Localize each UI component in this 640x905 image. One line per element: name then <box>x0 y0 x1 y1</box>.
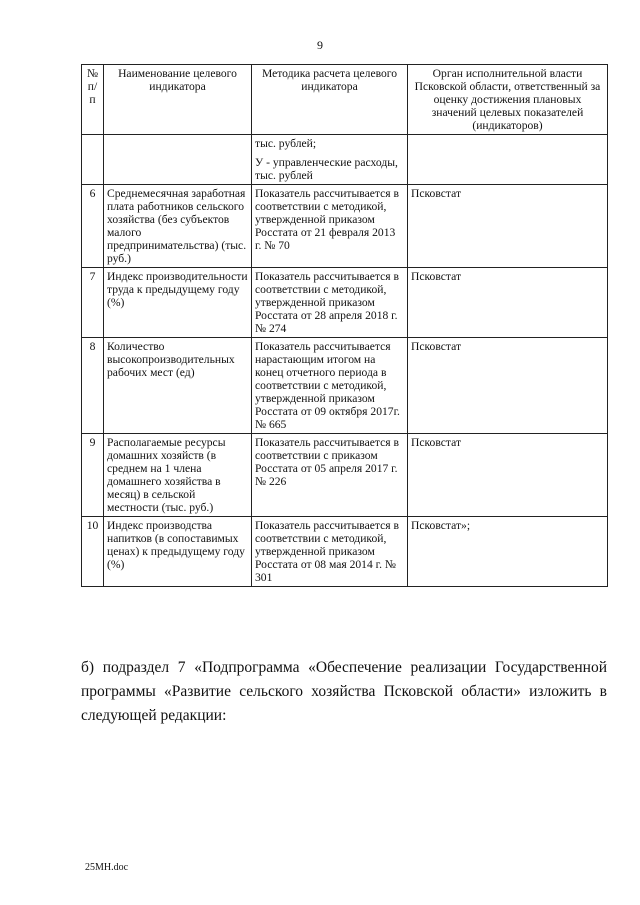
table-row <box>82 338 608 434</box>
cell-org: Псковстат <box>408 268 608 338</box>
header-method: Методика расчета целевого индикатора <box>252 65 408 135</box>
cell-num: 7 <box>82 268 104 338</box>
header-org: Орган исполнительной власти Псковской области, ответственный за оценку достижения плановых значений целевых показателей (индикаторов) <box>408 65 608 135</box>
cell-num: 6 <box>82 185 104 268</box>
footer-filename: 25МН.doc <box>85 862 129 873</box>
table-row <box>82 268 608 338</box>
cell-method: Показатель рассчитывается в соответствии с приказом Росстата от 05 апреля 2017 г. № 226 <box>252 434 408 517</box>
table-row <box>82 517 608 587</box>
method-line: У - управленческие расходы, тыс. рублей <box>255 156 398 182</box>
cell-name: Индекс производительности труда к предыдущему году (%) <box>104 268 252 338</box>
cell-method: Показатель рассчитывается в соответствии с методикой, утвержденной приказом Росстата от 21 февраля 2013 г. № 70 <box>252 185 408 268</box>
cell-org <box>408 135 608 185</box>
header-name: Наименование целевого индикатора <box>104 65 252 135</box>
cell-org: Псковстат <box>408 338 608 434</box>
cell-org: Псковстат <box>408 434 608 517</box>
cell-method: Показатель рассчитывается нарастающим итогом на конец отчетного периода в соответствии с методикой, утвержденной приказом Росстата от 09 октября 2017г. № 665 <box>252 338 408 434</box>
cell-method: Показатель рассчитывается в соответствии с методикой, утвержденной приказом Росстата от 28 апреля 2018 г. № 274 <box>252 268 408 338</box>
cell-name: Среднемесячная заработная плата работников сельского хозяйства (без субъектов малого предпринимательства) (тыс. руб.) <box>104 185 252 268</box>
indicators-table <box>81 64 608 587</box>
cell-name: Индекс производства напитков (в сопоставимых ценах) к предыдущему году (%) <box>104 517 252 587</box>
page-number: 9 <box>317 38 323 52</box>
cell-num: 9 <box>82 434 104 517</box>
cell-method <box>252 135 408 185</box>
table-row <box>82 434 608 517</box>
cell-name <box>104 135 252 185</box>
cell-method: Показатель рассчитывается в соответствии с методикой, утвержденной приказом Росстата от 08 мая 2014 г. № 301 <box>252 517 408 587</box>
cell-org: Псковстат»; <box>408 517 608 587</box>
cell-org: Псковстат <box>408 185 608 268</box>
cell-num: 8 <box>82 338 104 434</box>
cell-name: Количество высокопроизводительных рабочих мест (ед) <box>104 338 252 434</box>
method-line: тыс. рублей; <box>255 137 317 150</box>
table-row-continuation <box>82 135 608 185</box>
cell-name: Располагаемые ресурсы домашних хозяйств (в среднем на 1 члена домашнего хозяйства в месяц) в сельской местности (тыс. руб.) <box>104 434 252 517</box>
table-row <box>82 185 608 268</box>
body-paragraph: б) подраздел 7 «Подпрограмма «Обеспечение реализации Государственной программы «Развитие сельского хозяйства Псковской области» изложить в следующей редакции: <box>81 659 607 724</box>
cell-num: 10 <box>82 517 104 587</box>
header-num: № п/п <box>82 65 104 135</box>
table-header-row <box>82 65 608 135</box>
cell-num <box>82 135 104 185</box>
